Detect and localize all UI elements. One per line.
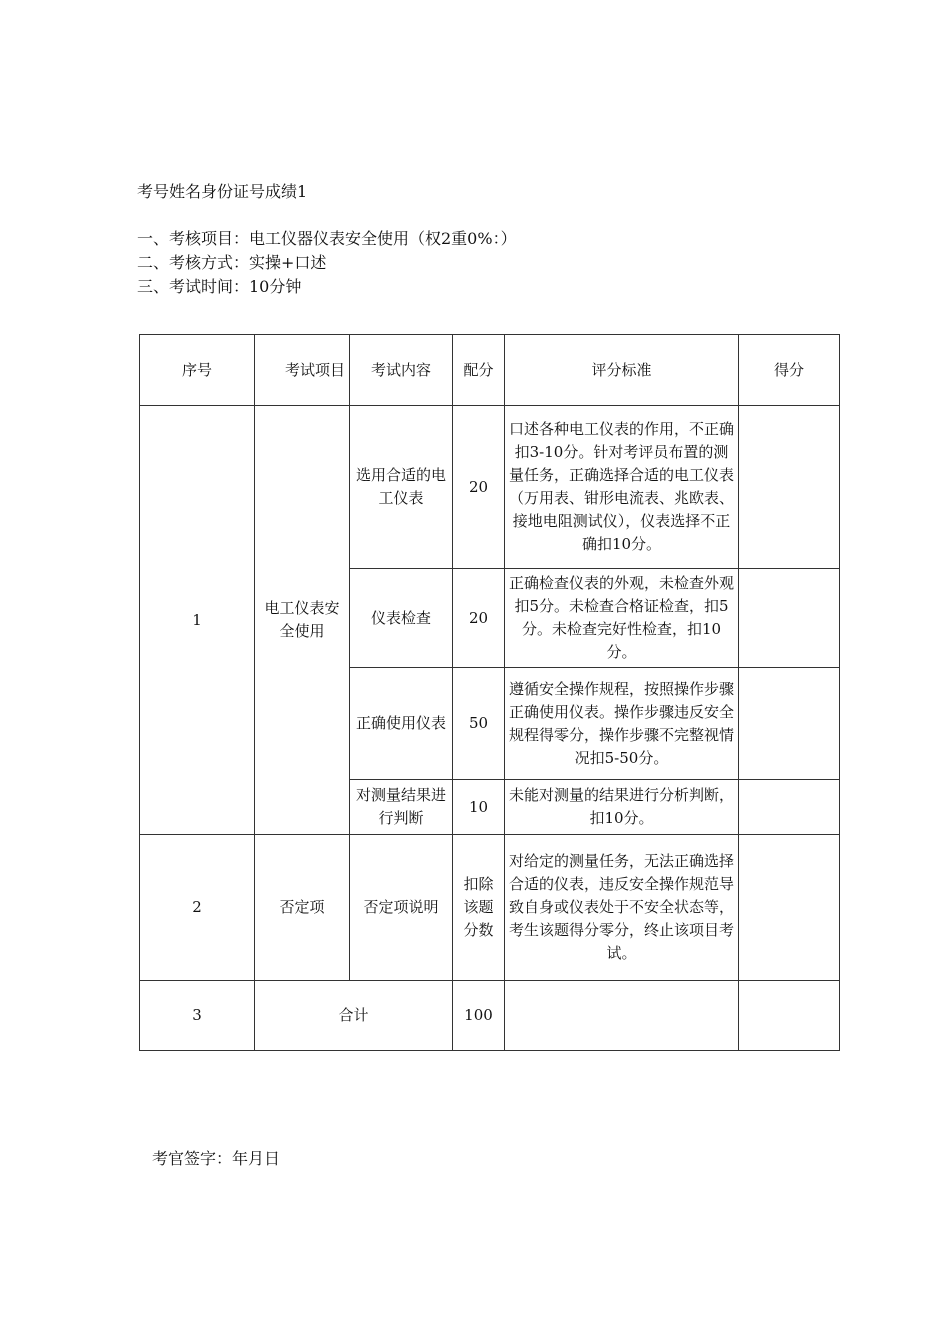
row-points: 20: [453, 406, 505, 569]
row-standard: 正确检查仪表的外观，未检查外观扣5分。未检查合格证检查，扣5分。未检查完好性检查，扣10分。: [505, 569, 739, 668]
table-header-row: [140, 335, 840, 406]
row-standard: 未能对测量的结果进行分析判断，扣10分。: [505, 780, 739, 835]
col-header-seq: 序号: [140, 335, 255, 406]
row-points: 50: [453, 668, 505, 780]
examiner-signature-line: 考官签字：年月日: [152, 1149, 281, 1168]
row-score-cell[interactable]: [739, 569, 840, 668]
exam-time-line: 三、考试时间：10分钟: [137, 277, 302, 296]
row-content: 正确使用仪表: [350, 668, 453, 780]
table-row-total: [140, 981, 840, 1051]
total-standard: [505, 981, 739, 1051]
exam-item-line: 一、考核项目：电工仪器仪表安全使用（权2重0%：）: [137, 229, 517, 248]
scoring-table: [139, 334, 840, 1051]
group2-project: 否定项: [255, 835, 350, 981]
group2-score-cell[interactable]: [739, 835, 840, 981]
col-header-standard: 评分标准: [505, 335, 739, 406]
group1-project: 电工仪表安全使用: [255, 406, 350, 835]
col-header-score: 得分: [739, 335, 840, 406]
group2-standard: 对给定的测量任务，无法正确选择合适的仪表，违反安全操作规范导致自身或仪表处于不安全状态等，考生该题得分零分，终止该项目考试。: [505, 835, 739, 981]
col-header-points: 配分: [453, 335, 505, 406]
row-standard: 口述各种电工仪表的作用，不正确扣3-10分。针对考评员布置的测量任务，正确选择合适的电工仪表（万用表、钳形电流表、兆欧表、接地电阻测试仪），仪表选择不正确扣10分。: [505, 406, 739, 569]
group2-points: 扣除该题分数: [453, 835, 505, 981]
table-row: [140, 406, 840, 569]
row-standard: 遵循安全操作规程，按照操作步骤正确使用仪表。操作步骤违反安全规程得零分，操作步骤不完整视情况扣5-50分。: [505, 668, 739, 780]
total-label: 合计: [255, 981, 453, 1051]
table-row: [140, 835, 840, 981]
group2-seq: 2: [140, 835, 255, 981]
row-score-cell[interactable]: [739, 668, 840, 780]
row-content: 仪表检查: [350, 569, 453, 668]
exam-header-line: 考号姓名身份证号成绩1: [137, 182, 308, 201]
row-content: 选用合适的电工仪表: [350, 406, 453, 569]
row-score-cell[interactable]: [739, 406, 840, 569]
row-score-cell[interactable]: [739, 780, 840, 835]
row-points: 10: [453, 780, 505, 835]
exam-method-line: 二、考核方式：实操+口述: [137, 253, 327, 272]
col-header-project: 考试项目: [255, 335, 350, 406]
total-score-cell[interactable]: [739, 981, 840, 1051]
row-points: 20: [453, 569, 505, 668]
group1-seq: 1: [140, 406, 255, 835]
total-seq: 3: [140, 981, 255, 1051]
row-content: 对测量结果进行判断: [350, 780, 453, 835]
col-header-content: 考试内容: [350, 335, 453, 406]
group2-content: 否定项说明: [350, 835, 453, 981]
total-points: 100: [453, 981, 505, 1051]
